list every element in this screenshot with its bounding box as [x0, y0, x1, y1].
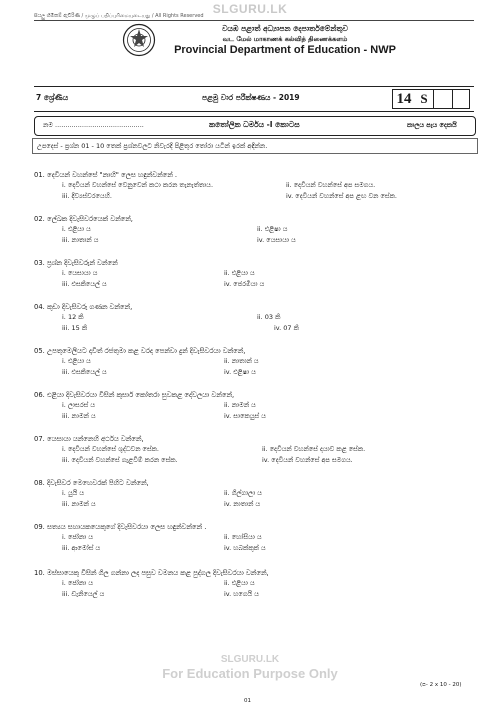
question-4 [34, 302, 474, 334]
term-label: පළමු වාර පරීක්ෂණය - 2019 [202, 93, 300, 102]
option-2: ii. නාතාන් ය [224, 357, 259, 365]
option-3: iii. ඩැනියෙල් ය [62, 590, 105, 598]
time-allowed: කාලය පැය දෙකයි [407, 121, 457, 129]
question-2 [34, 214, 474, 246]
option-2: ii. එළිෂා ය [257, 225, 288, 233]
department-name-sinhala: වයඹ පළාත් අධ්‍යාපන දෙපාර්තමේන්තුව [222, 24, 348, 33]
option-1: i. ලාසරස් ය [62, 401, 96, 409]
question-3 [34, 258, 474, 290]
paper-code-number: 14 [396, 91, 412, 107]
marks-note: (ප- 2 x 10 - 20) [420, 682, 462, 688]
footer-watermark [0, 654, 500, 681]
site-watermark: SLGURU.LK [212, 2, 288, 16]
option-1: i. එළියා ය [62, 225, 91, 233]
option-3: iii. නාමන් ය [62, 500, 96, 508]
department-name-english: Provincial Department of Education - NWP [174, 44, 396, 56]
paper-code-box [392, 89, 470, 109]
question-1 [34, 170, 474, 202]
option-2: ii. ගිල්ගාලා ය [224, 489, 262, 497]
question-text: 09. සත්‍යය සහායකයෙකුගේ දිවැසිවරයා ලෙස හඳුන්වන්නේ . [34, 523, 207, 531]
option-3: iii. ආමෝස් ය [62, 544, 101, 552]
question-text: 04. කුඩා දිවැසිවරු ගණන වන්නේ, [34, 303, 133, 311]
question-10 [34, 568, 474, 600]
option-4: iv. එළිෂා ය [224, 368, 256, 376]
instructions: උපදෙස් - ප්‍රශ්න 01 - 10 තෙක් ප්‍රශ්නවලට නිවැරදි පිළිතුර තෝරා යටින් ඉරක් අඳින්න. [32, 138, 478, 154]
question-text: 01. දෙවියන් වහන්සේ "නාහි" ලෙස හඳුන්වන්නේ . [34, 171, 178, 179]
option-1: i. එළියා ය [62, 357, 91, 365]
question-text: 05. උපතුමෙලියට දාවිත් රජතුමා කළ වරද පෙන්වා දුන් දිවැසිවරයා වන්නේ, [34, 347, 246, 355]
option-2: ii. 03 කි [257, 313, 281, 321]
option-3: iii. 15 කි [62, 324, 88, 332]
option-3: iii. එසකියෙල් ය [62, 368, 107, 376]
question-5 [34, 346, 474, 378]
option-2: ii. නාමන් ය [224, 401, 256, 409]
option-2: ii. හෝසියා ය [224, 533, 262, 541]
option-2: ii. එළියා ය [224, 269, 255, 277]
question-text: 08. දිවැසිවර මෙහෙවරක් පිහිට වන්නේ, [34, 479, 149, 487]
rights-tagline: සියලු හිමිකම් ඇවිරිණි / முழுப் பதிப்புரிமையுடையது / All Rights Reserved [34, 13, 204, 19]
option-1: i. දෙවියන් වහන්සේ ශුද්ධවන සේක. [62, 445, 159, 453]
footer-watermark-text: For Education Purpose Only [162, 666, 338, 681]
option-3: iii. දිව්‍යස්වරයෙහි. [62, 192, 112, 200]
name-subject-bar [34, 116, 476, 136]
option-4: iv. ජෙරමියා ය [224, 280, 265, 288]
option-4: iv. යෙසායා ය [257, 236, 296, 244]
option-4: iv. 07 කි [274, 324, 299, 332]
option-2: ii. එළියා ය [224, 579, 255, 587]
option-1: i. ජෝනා ය [62, 533, 94, 541]
option-2: ii. දෙවියන් වහන්සේ අප සමගය. [286, 181, 376, 189]
question-8 [34, 478, 474, 510]
option-1: i. ජෝනා ය [62, 579, 94, 587]
option-4: iv. හබක්කුක් ය [224, 544, 266, 552]
header-divider [34, 20, 474, 21]
option-3: iii. නාමන් ය [62, 412, 96, 420]
page-number: 01 [244, 698, 251, 704]
option-1: i. යුයි ය [62, 489, 85, 497]
question-6 [34, 390, 474, 422]
department-crest-icon [122, 23, 156, 57]
option-4: iv. හගෙයි ය [224, 590, 259, 598]
question-text: 07. යෙසායා යන්නෙහි අර්ථය වන්නේ, [34, 435, 144, 443]
grade-label: 7 ශ්‍රේණිය [36, 93, 69, 102]
option-4: iv. දෙවියන් වහන්සේ අප සමගය. [262, 456, 353, 464]
code-cell [433, 90, 452, 108]
question-text: 06. එළියා දිවැසිවරයා විසින් කුසාර් කෝතරා සුවකළ දේවලයා වන්නේ, [34, 391, 235, 399]
question-7 [34, 434, 474, 466]
footer-watermark-site: SLGURU.LK [220, 654, 280, 665]
question-text: 03. ප්‍රශ්න දිවැසිවරුන් වන්නේ [34, 259, 118, 267]
option-3: iii. නාතාන් ය [62, 236, 99, 244]
department-heading [160, 23, 410, 57]
option-4: iv. දෙවියන් වහන්සේ අප ළඟ වන සේක. [286, 192, 397, 200]
paper-code-letter: S [420, 91, 428, 106]
option-3: iii. දෙවියන් වහන්සේ ගැළවීම් කරන සේක. [62, 456, 178, 464]
question-text: 10. මස්සායෙකු විසින් ගිල ගන්නා ලද පසුව වමනය කළ පුද්ගල දිවැසිවරයා වන්නේ, [34, 569, 269, 577]
option-4: iv. සාකෙයුස් ය [224, 412, 266, 420]
question-text: 02. ලේඛක දිවැසිවරයෙක් වන්නේ, [34, 215, 133, 223]
question-9 [34, 522, 474, 554]
option-1: i. 12 කි [62, 313, 84, 321]
exam-info-bar [34, 86, 474, 112]
option-2: ii. දෙවියන් වහන්සේ දයාව කළ සේක. [262, 445, 366, 453]
name-field: නම ........................................... [43, 121, 144, 129]
code-cell [452, 90, 469, 108]
department-name-tamil: வட மேல் மாகாணக் கல்வித் திணைக்களம் [222, 35, 348, 43]
option-4: iv. නාතාන් ය [224, 500, 261, 508]
subject-title: කතෝලික ධර්මය -I කොටස [209, 120, 300, 129]
option-1: i. දෙවියන් වහන්සේ වෙනුවෙන් කථා කරන තැනැත්තාය. [62, 181, 214, 189]
option-1: i. යෙසායා ය [62, 269, 98, 277]
option-3: iii. එසකියෙල් ය [62, 280, 107, 288]
